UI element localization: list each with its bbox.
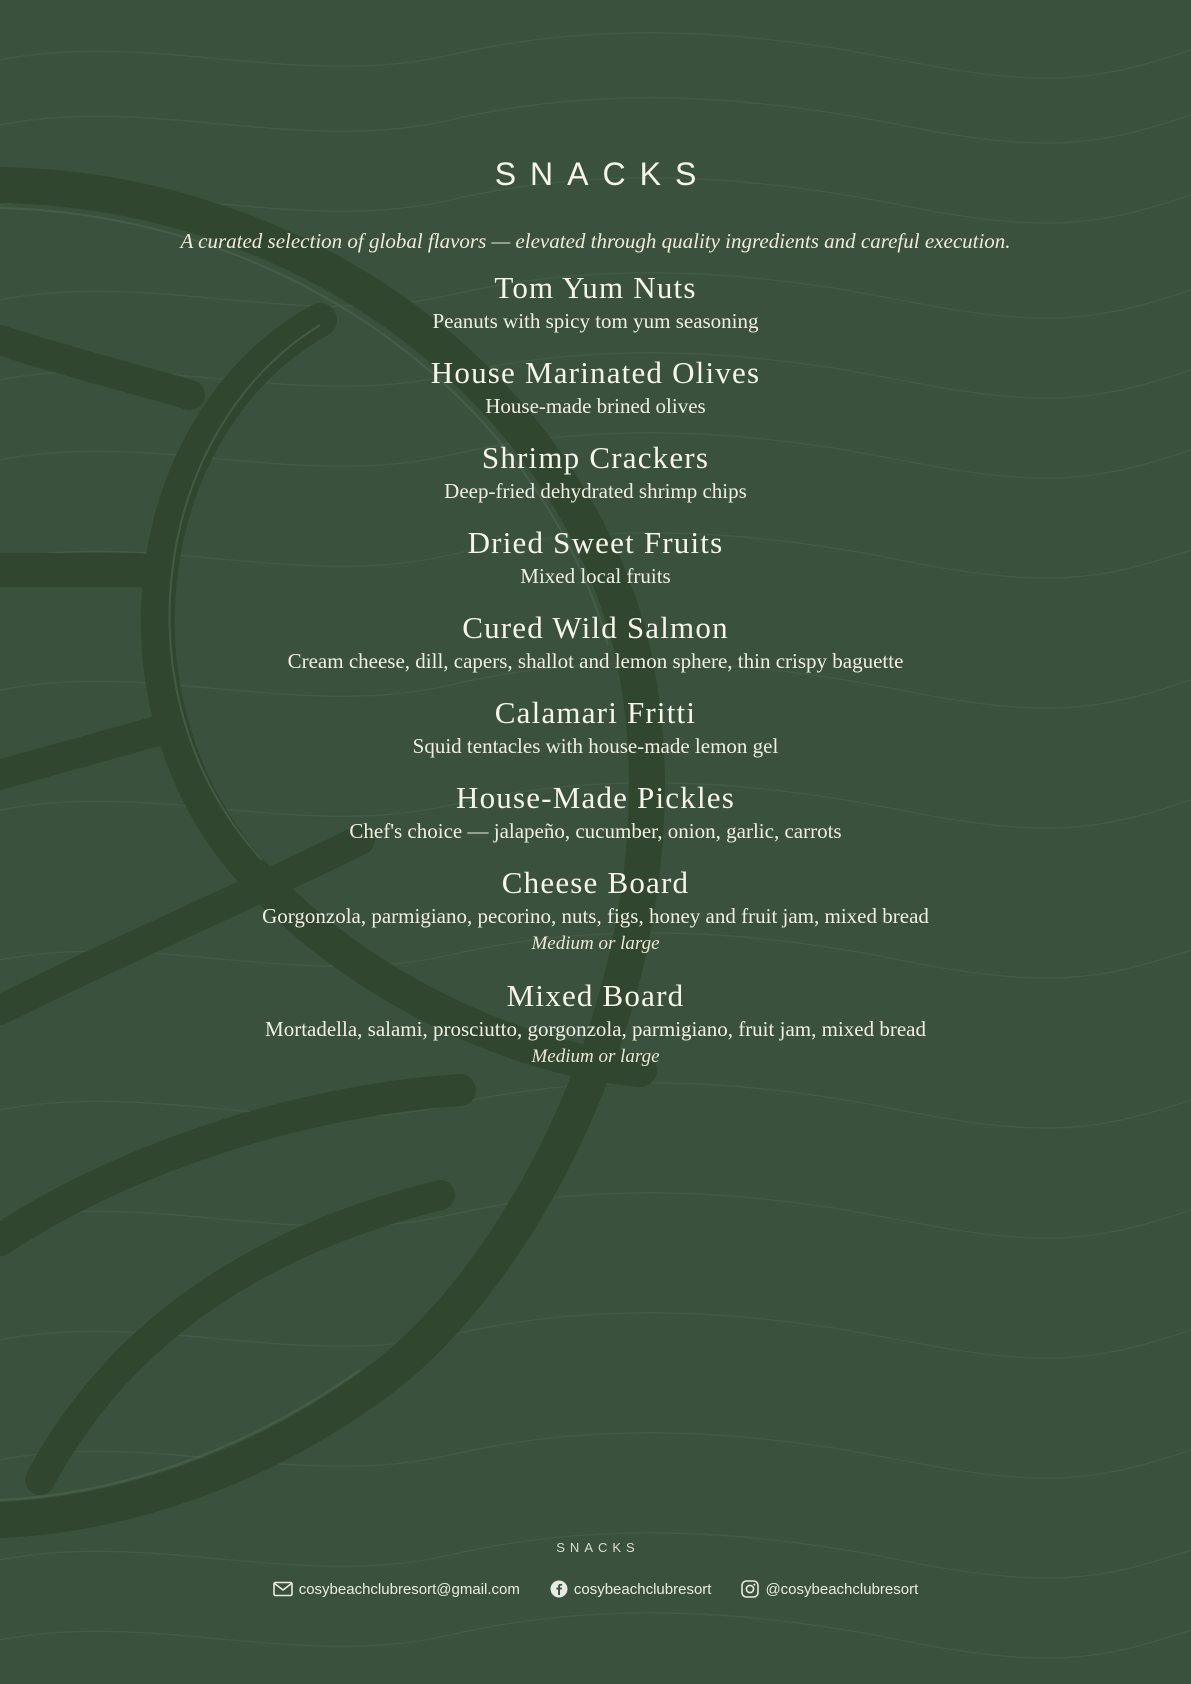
menu-item bbox=[0, 608, 1191, 675]
menu-intro: A curated selection of global flavors — elevated through quality ingredients and careful execution. bbox=[180, 229, 1011, 253]
instagram-text: @cosybeachclubresort bbox=[765, 1580, 919, 1598]
menu-item bbox=[0, 523, 1191, 590]
menu-item-name: Cured Wild Salmon bbox=[462, 610, 729, 645]
menu-item-name: House Marinated Olives bbox=[430, 355, 761, 390]
menu-item-description: Cream cheese, dill, capers, shallot and lemon sphere, thin crispy baguette bbox=[287, 649, 904, 673]
instagram-icon bbox=[741, 1580, 759, 1598]
menu-item bbox=[0, 863, 1191, 958]
menu-item-description: Peanuts with spicy tom yum seasoning bbox=[432, 309, 759, 333]
menu-item bbox=[0, 438, 1191, 505]
menu-item-description: Deep-fried dehydrated shrimp chips bbox=[444, 479, 747, 503]
menu-item-name: Shrimp Crackers bbox=[481, 440, 710, 475]
menu-list bbox=[0, 268, 1191, 1089]
menu-item-note: Medium or large bbox=[531, 933, 660, 954]
menu-item-name: Dried Sweet Fruits bbox=[467, 525, 724, 560]
email-link[interactable] bbox=[273, 1581, 520, 1598]
menu-item-description: Mixed local fruits bbox=[520, 564, 671, 588]
menu-item-name: Mixed Board bbox=[506, 978, 685, 1013]
menu-item-description: Gorgonzola, parmigiano, pecorino, nuts, figs, honey and fruit jam, mixed bread bbox=[262, 904, 929, 928]
menu-item-name: Cheese Board bbox=[501, 865, 690, 900]
menu-item-description: House-made brined olives bbox=[485, 394, 706, 418]
facebook-icon bbox=[550, 1580, 568, 1598]
menu-item-description: Mortadella, salami, prosciutto, gorgonzola, parmigiano, fruit jam, mixed bread bbox=[265, 1017, 926, 1041]
email-text: cosybeachclubresort@gmail.com bbox=[298, 1580, 520, 1598]
menu-item bbox=[0, 353, 1191, 420]
menu-item-name: House-Made Pickles bbox=[455, 780, 735, 815]
menu-item-name: Tom Yum Nuts bbox=[494, 270, 697, 305]
menu-item bbox=[0, 778, 1191, 845]
menu-item-description: Squid tentacles with house-made lemon gel bbox=[412, 734, 779, 758]
instagram-link[interactable] bbox=[741, 1580, 918, 1598]
facebook-link[interactable] bbox=[550, 1580, 712, 1598]
menu-item-name: Calamari Fritti bbox=[494, 695, 697, 730]
menu-item bbox=[0, 693, 1191, 760]
page-title: SNACKS bbox=[494, 156, 711, 192]
footer-title: SNACKS bbox=[556, 1540, 640, 1555]
menu-item-note: Medium or large bbox=[531, 1046, 660, 1067]
facebook-text: cosybeachclubresort bbox=[573, 1580, 712, 1598]
menu-item-description: Chef's choice — jalapeño, cucumber, onion, garlic, carrots bbox=[349, 819, 842, 843]
menu-item bbox=[0, 976, 1191, 1071]
menu-item bbox=[0, 268, 1191, 335]
contact-bar bbox=[0, 1580, 1191, 1598]
mail-icon bbox=[273, 1581, 293, 1597]
